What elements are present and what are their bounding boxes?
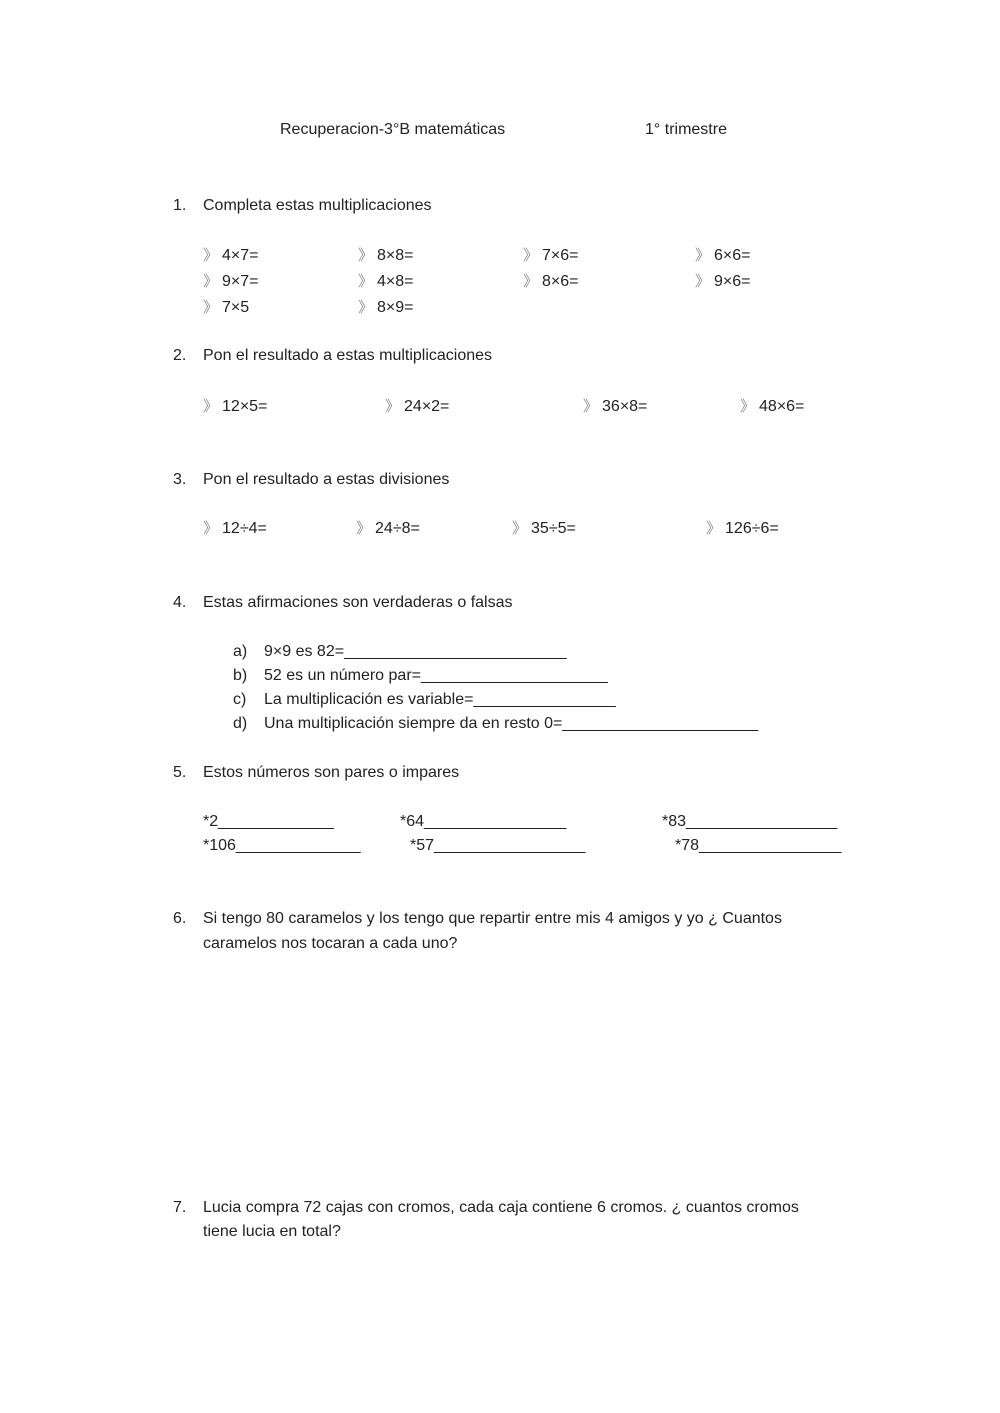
question-7-text-line-1: Lucia compra 72 cajas con cromos, cada caja contiene 6 cromos. ¿ cuantos cromos — [203, 1199, 799, 1216]
exercise-item — [358, 272, 414, 292]
double-chevron-icon: 》 — [583, 398, 599, 415]
double-chevron-icon: 》 — [203, 299, 219, 316]
double-chevron-icon: 》 — [203, 520, 219, 537]
statement-letter: c) — [233, 691, 247, 708]
exercise-item — [203, 246, 259, 266]
exercise-label: 6×6= — [714, 247, 751, 264]
statement-text: Una multiplicación siempre da en resto 0=______________________ — [264, 715, 759, 732]
exercise-item — [385, 397, 449, 417]
question-7-text-line-2: tiene lucia en total? — [203, 1223, 341, 1240]
question-4-text: Estas afirmaciones son verdaderas o falsas — [203, 594, 513, 611]
exercise-label: 9×6= — [714, 273, 751, 290]
double-chevron-icon: 》 — [695, 273, 711, 290]
statement-text: 9×9 es 82=_________________________ — [264, 643, 567, 660]
question-3-number: 3. — [173, 471, 187, 488]
number-blank: *2_____________ — [203, 813, 334, 830]
double-chevron-icon: 》 — [512, 520, 528, 537]
double-chevron-icon: 》 — [358, 299, 374, 316]
exercise-label: 4×8= — [377, 273, 414, 290]
double-chevron-icon: 》 — [695, 247, 711, 264]
double-chevron-icon: 》 — [523, 247, 539, 264]
number-blank: *78________________ — [675, 837, 842, 854]
exercise-label: 9×7= — [222, 273, 259, 290]
exercise-item — [203, 397, 267, 417]
double-chevron-icon: 》 — [203, 273, 219, 290]
double-chevron-icon: 》 — [356, 520, 372, 537]
exercise-item — [203, 519, 267, 539]
question-1-number: 1. — [173, 197, 187, 214]
question-6-text-line-2: caramelos nos tocaran a cada uno? — [203, 935, 458, 952]
exercise-item — [203, 272, 259, 292]
statement-letter: d) — [233, 715, 248, 732]
double-chevron-icon: 》 — [706, 520, 722, 537]
exercise-item — [695, 272, 751, 292]
double-chevron-icon: 》 — [523, 273, 539, 290]
exercise-item — [203, 298, 249, 318]
exercise-label: 8×6= — [542, 273, 579, 290]
double-chevron-icon: 》 — [203, 398, 219, 415]
question-2-number: 2. — [173, 347, 187, 364]
exercise-label: 7×5 — [222, 299, 250, 316]
exercise-label: 126÷6= — [725, 520, 779, 537]
exercise-label: 24÷8= — [375, 520, 420, 537]
question-5-number: 5. — [173, 764, 187, 781]
exercise-item — [358, 246, 414, 266]
statement-text: La multiplicación es variable=________________ — [264, 691, 616, 708]
double-chevron-icon: 》 — [203, 247, 219, 264]
exercise-label: 35÷5= — [531, 520, 576, 537]
question-1-text: Completa estas multiplicaciones — [203, 197, 432, 214]
question-3-text: Pon el resultado a estas divisiones — [203, 471, 450, 488]
exercise-label: 12÷4= — [222, 520, 267, 537]
term-label: 1° trimestre — [645, 121, 727, 138]
question-2-text: Pon el resultado a estas multiplicaciones — [203, 347, 493, 364]
exercise-label: 8×8= — [377, 247, 414, 264]
statement-letter: b) — [233, 667, 248, 684]
question-7-number: 7. — [173, 1199, 187, 1216]
question-4-number: 4. — [173, 594, 187, 611]
statement-text: 52 es un número par=_____________________ — [264, 667, 608, 684]
page-title: Recuperacion-3°B matemáticas — [280, 121, 506, 138]
exercise-item — [523, 246, 579, 266]
exercise-item — [583, 397, 647, 417]
double-chevron-icon: 》 — [358, 247, 374, 264]
exercise-label: 7×6= — [542, 247, 579, 264]
exercise-item — [356, 519, 420, 539]
exercise-item — [523, 272, 579, 292]
exercise-item — [740, 397, 804, 417]
number-blank: *83_________________ — [662, 813, 838, 830]
exercise-item — [512, 519, 576, 539]
exercise-item — [695, 246, 751, 266]
double-chevron-icon: 》 — [385, 398, 401, 415]
number-blank: *57_________________ — [410, 837, 586, 854]
exercise-label: 36×8= — [602, 398, 648, 415]
double-chevron-icon: 》 — [740, 398, 756, 415]
number-blank: *64________________ — [400, 813, 567, 830]
question-6-number: 6. — [173, 910, 187, 927]
statement-letter: a) — [233, 643, 248, 660]
question-6-text-line-1: Si tengo 80 caramelos y los tengo que repartir entre mis 4 amigos y yo ¿ Cuantos — [203, 910, 782, 927]
question-5-text: Estos números son pares o impares — [203, 764, 460, 781]
number-blank: *106______________ — [203, 837, 361, 854]
exercise-label: 24×2= — [404, 398, 450, 415]
exercise-item — [358, 298, 414, 318]
exercise-label: 8×9= — [377, 299, 414, 316]
exercise-label: 12×5= — [222, 398, 268, 415]
exercise-label: 4×7= — [222, 247, 259, 264]
double-chevron-icon: 》 — [358, 273, 374, 290]
exercise-label: 48×6= — [759, 398, 805, 415]
exercise-item — [706, 519, 779, 539]
